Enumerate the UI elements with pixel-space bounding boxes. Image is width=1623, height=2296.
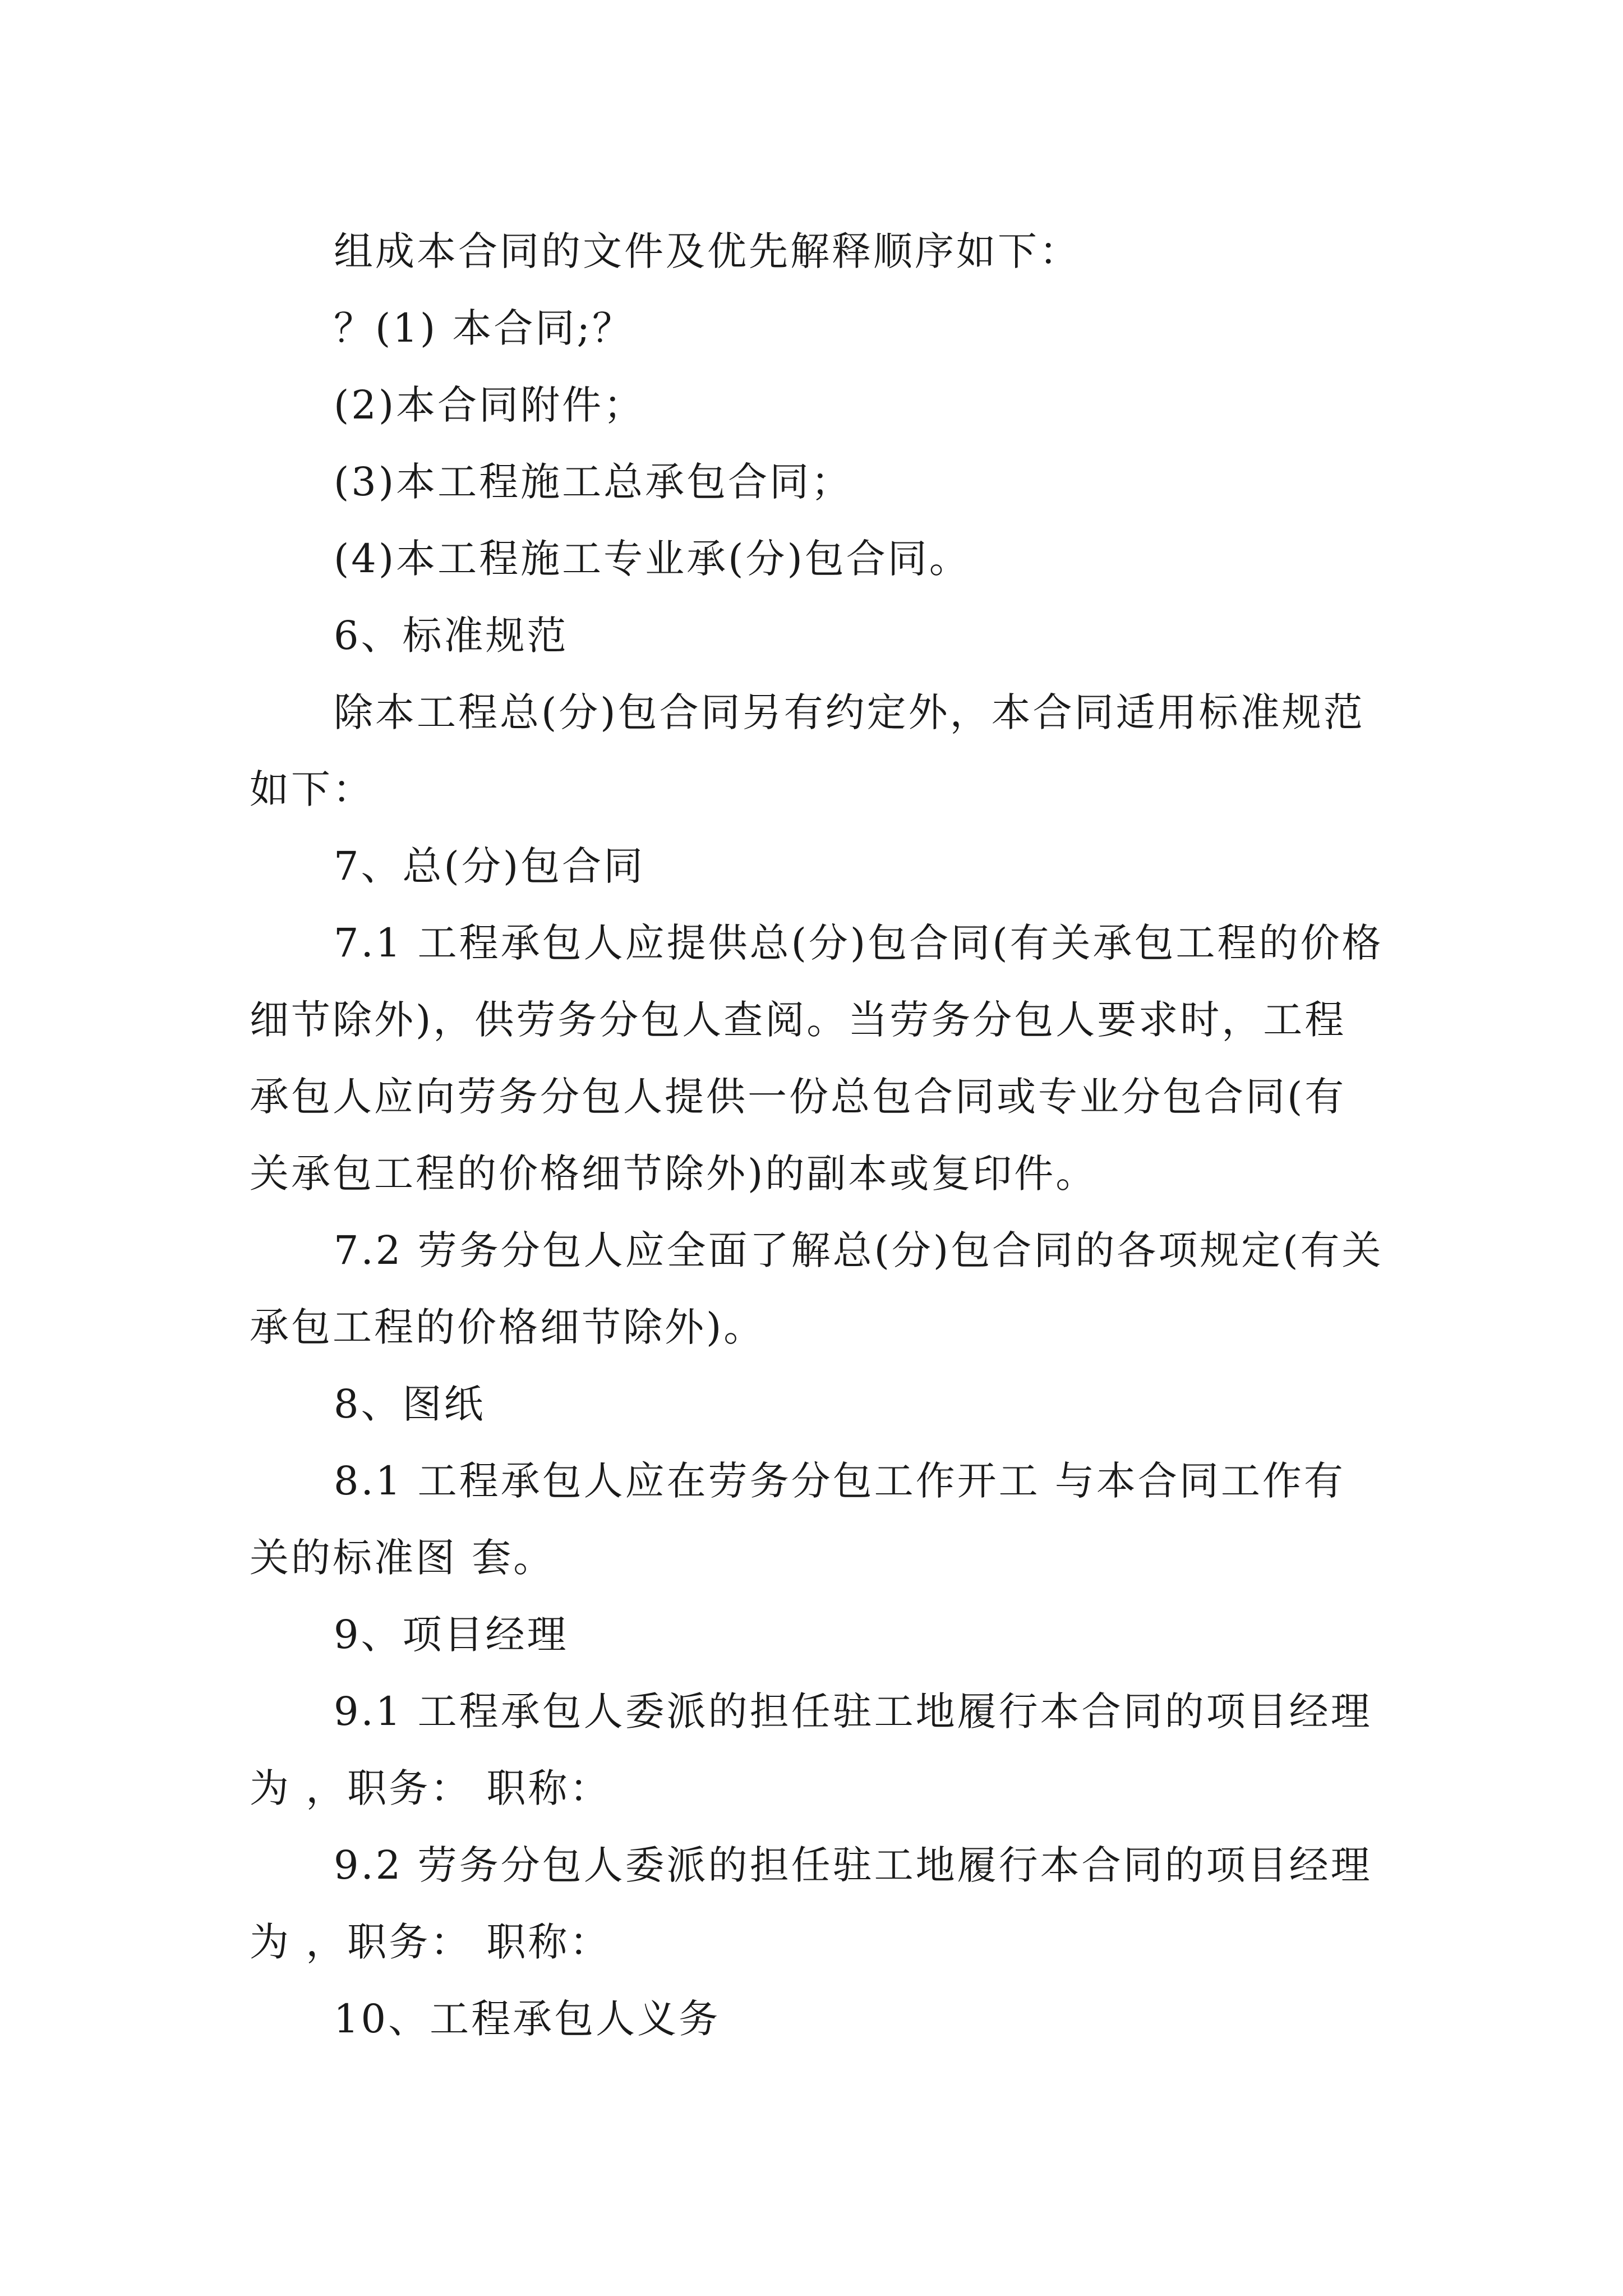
clause-8-1: 8.1 工程承包人应在劳务分包工作开工 与本合同工作有关的标准图 套。 xyxy=(250,1458,1345,1581)
list-item-4: (4)本工程施工专业承(分)包合同。 xyxy=(334,536,971,582)
section-heading-8: 8、图纸 xyxy=(334,1381,486,1427)
list-item-3: (3)本工程施工总承包合同； xyxy=(334,459,853,505)
list-item-1: ？(1) 本合同;？ xyxy=(334,305,634,351)
section-6-paragraph: 除本工程总(分)包合同另有约定外，本合同适用标准规范如下： xyxy=(250,689,1365,812)
section-heading-6: 6、标准规范 xyxy=(334,613,569,659)
section-heading-7: 7、总(分)包合同 xyxy=(334,843,645,889)
list-item-2: (2)本合同附件； xyxy=(334,382,645,428)
intro-paragraph: 组成本合同的文件及优先解释顺序如下： xyxy=(334,228,1081,274)
clause-7-1: 7.1 工程承包人应提供总(分)包合同(有关承包工程的价格细节除外)，供劳务分包人查阅。当劳务分包人要求时，工程承包人应向劳务分包人提供一份总包合同或专业分包合同(有关承包工程的价格细节除外)的副本或复印件。 xyxy=(250,920,1384,1197)
clause-9-2: 9.2 劳务分包人委派的担任驻工地履行本合同的项目经理为 ，职务： 职称： xyxy=(250,1842,1372,1965)
section-heading-9: 9、项目经理 xyxy=(334,1612,569,1658)
section-heading-10: 10、工程承包人义务 xyxy=(334,1996,721,2042)
clause-9-1: 9.1 工程承包人委派的担任驻工地履行本合同的项目经理为 ，职务： 职称： xyxy=(250,1688,1372,1811)
clause-7-2: 7.2 劳务分包人应全面了解总(分)包合同的各项规定(有关承包工程的价格细节除外)。 xyxy=(250,1227,1384,1350)
document-body xyxy=(250,213,1385,2058)
